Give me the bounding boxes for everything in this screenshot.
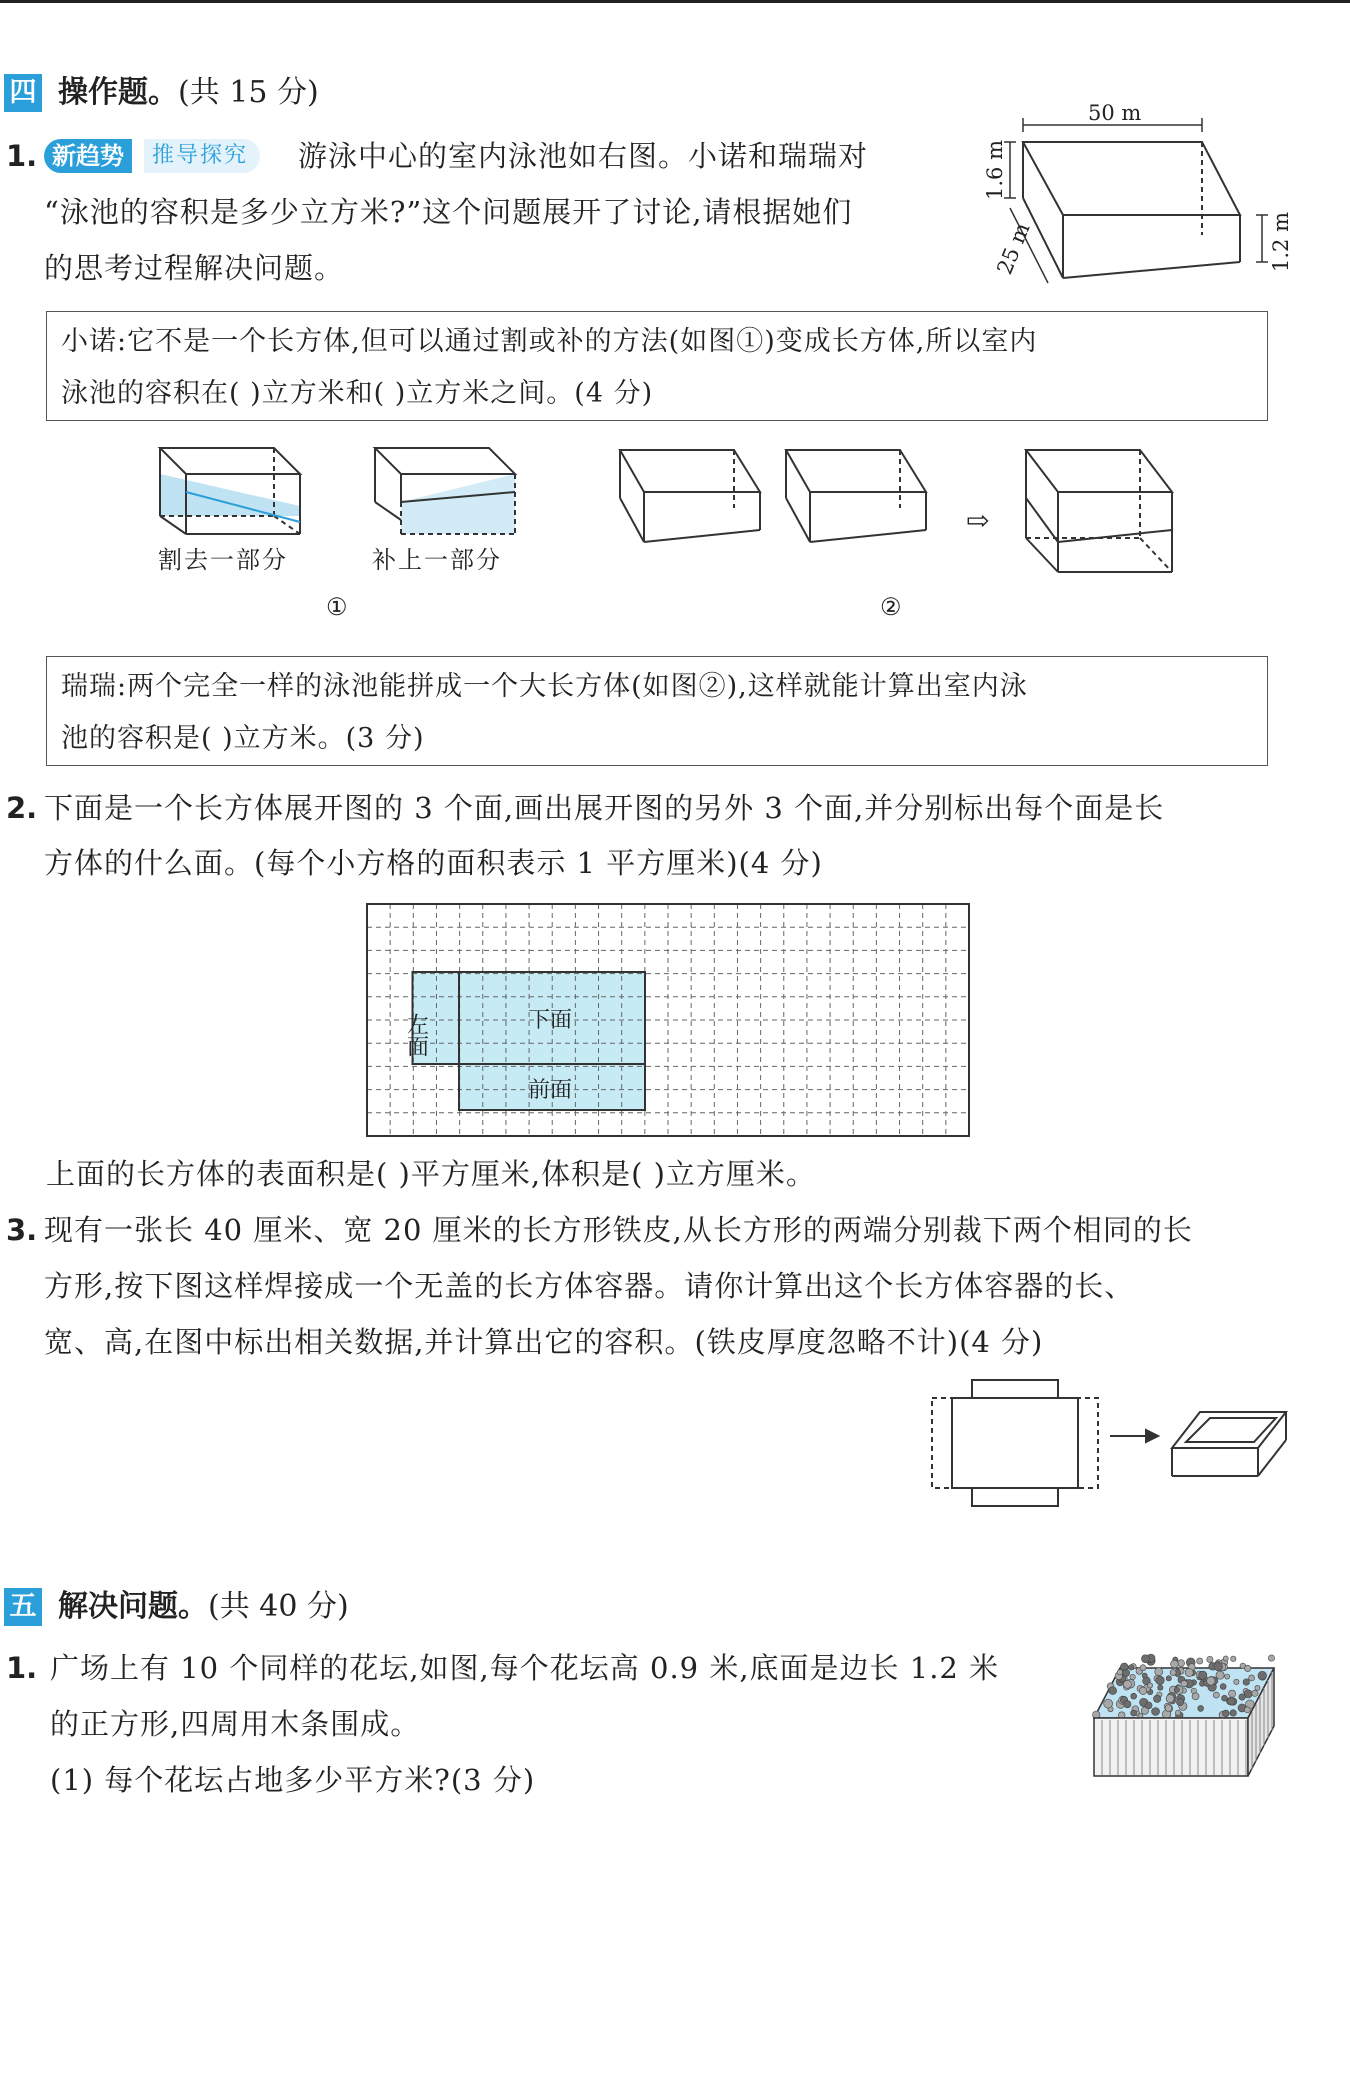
figure-add (365, 440, 525, 540)
q1-text-line1: 游泳中心的室内泳池如右图。小诺和瑞瑞对 (298, 139, 869, 173)
section-5-title-text: 解决问题。 (58, 1589, 208, 1624)
caption-add: 补上一部分 (372, 546, 502, 574)
face-left-label: 左面 (403, 1013, 429, 1057)
flower-bed-figure (1090, 1650, 1276, 1780)
section-5-title (58, 1587, 349, 1627)
q1-number: 1. (6, 139, 38, 173)
section-4-title-text: 操作题。 (58, 75, 178, 110)
q1-text-line2: “泳池的容积是多少立方米?”这个问题展开了讨论,请根据她们 (44, 195, 853, 229)
q3-text-line3: 宽、高,在图中标出相关数据,并计算出它的容积。(铁皮厚度忽略不计)(4 分) (44, 1325, 1044, 1359)
pool-length-label: 50 m (1088, 101, 1142, 125)
section-4-badge: 四 (4, 74, 42, 112)
q5-1-text-line2: 的正方形,四周用木条围成。 (50, 1707, 421, 1741)
net-grid (366, 903, 970, 1137)
q1-text-line3: 的思考过程解决问题。 (44, 251, 345, 285)
q5-1-number: 1. (6, 1651, 38, 1685)
figure-cut (150, 440, 310, 540)
pool-deep-label: 1.6 m (983, 140, 1007, 200)
q1-tag-inquiry: 推导探究 (144, 139, 260, 173)
ruirui-line1: 瑞瑞:两个完全一样的泳池能拼成一个大长方体(如图②),这样就能计算出室内泳 (61, 671, 1028, 702)
q2-text-line2: 方体的什么面。(每个小方格的面积表示 1 平方厘米)(4 分) (44, 846, 823, 880)
pool-width-label: 25 m (992, 219, 1035, 278)
q1-tag-trend: 新趋势 (44, 139, 132, 173)
q3-number: 3. (6, 1213, 38, 1247)
figure-2-mark: ② (880, 593, 904, 621)
q3-text-line1: 现有一张长 40 厘米、宽 20 厘米的长方形铁皮,从长方形的两端分别裁下两个相同的长 (44, 1213, 1193, 1247)
pool-figure (970, 100, 1293, 290)
arrow-icon: ⇨ (966, 504, 992, 537)
q3-text-line2: 方形,按下图这样焊接成一个无盖的长方体容器。请你计算出这个长方体容器的长、 (44, 1269, 1135, 1303)
xiaonuo-box (46, 311, 1268, 421)
q2-answer-line: 上面的长方体的表面积是( )平方厘米,体积是( )立方厘米。 (46, 1157, 816, 1191)
q5-1-text-line1: 广场上有 10 个同样的花坛,如图,每个花坛高 0.9 米,底面是边长 1.2 米 (50, 1651, 1000, 1685)
tin-sheet-figure (928, 1368, 1288, 1508)
ruirui-box (46, 656, 1268, 766)
section-4-score: (共 15 分) (178, 75, 319, 110)
caption-cut: 割去一部分 (158, 546, 288, 574)
section-5-score: (共 40 分) (208, 1589, 349, 1624)
face-bottom-label: 下面 (528, 1008, 573, 1033)
figure-two-pools-b (782, 446, 932, 546)
q2-number: 2. (6, 791, 38, 825)
ruirui-line2: 池的容积是( )立方米。(3 分) (61, 723, 425, 754)
figure-two-pools-a (616, 446, 766, 546)
q2-text-line1: 下面是一个长方体展开图的 3 个面,画出展开图的另外 3 个面,并分别标出每个面是长 (44, 791, 1165, 825)
face-front-label: 前面 (528, 1078, 573, 1103)
section-5-badge: 五 (4, 1588, 42, 1626)
figure-1-mark: ① (326, 593, 350, 621)
xiaonuo-line2: 泳池的容积在( )立方米和( )立方米之间。(4 分) (61, 378, 654, 409)
top-rule (0, 0, 1350, 3)
figure-combined-box (1022, 446, 1182, 576)
pool-shallow-label: 1.2 m (1269, 212, 1293, 272)
xiaonuo-line1: 小诺:它不是一个长方体,但可以通过割或补的方法(如图①)变成长方体,所以室内 (61, 326, 1038, 357)
section-4-title (58, 73, 319, 113)
q5-1-sub1: (1) 每个花坛占地多少平方米?(3 分) (50, 1763, 536, 1797)
